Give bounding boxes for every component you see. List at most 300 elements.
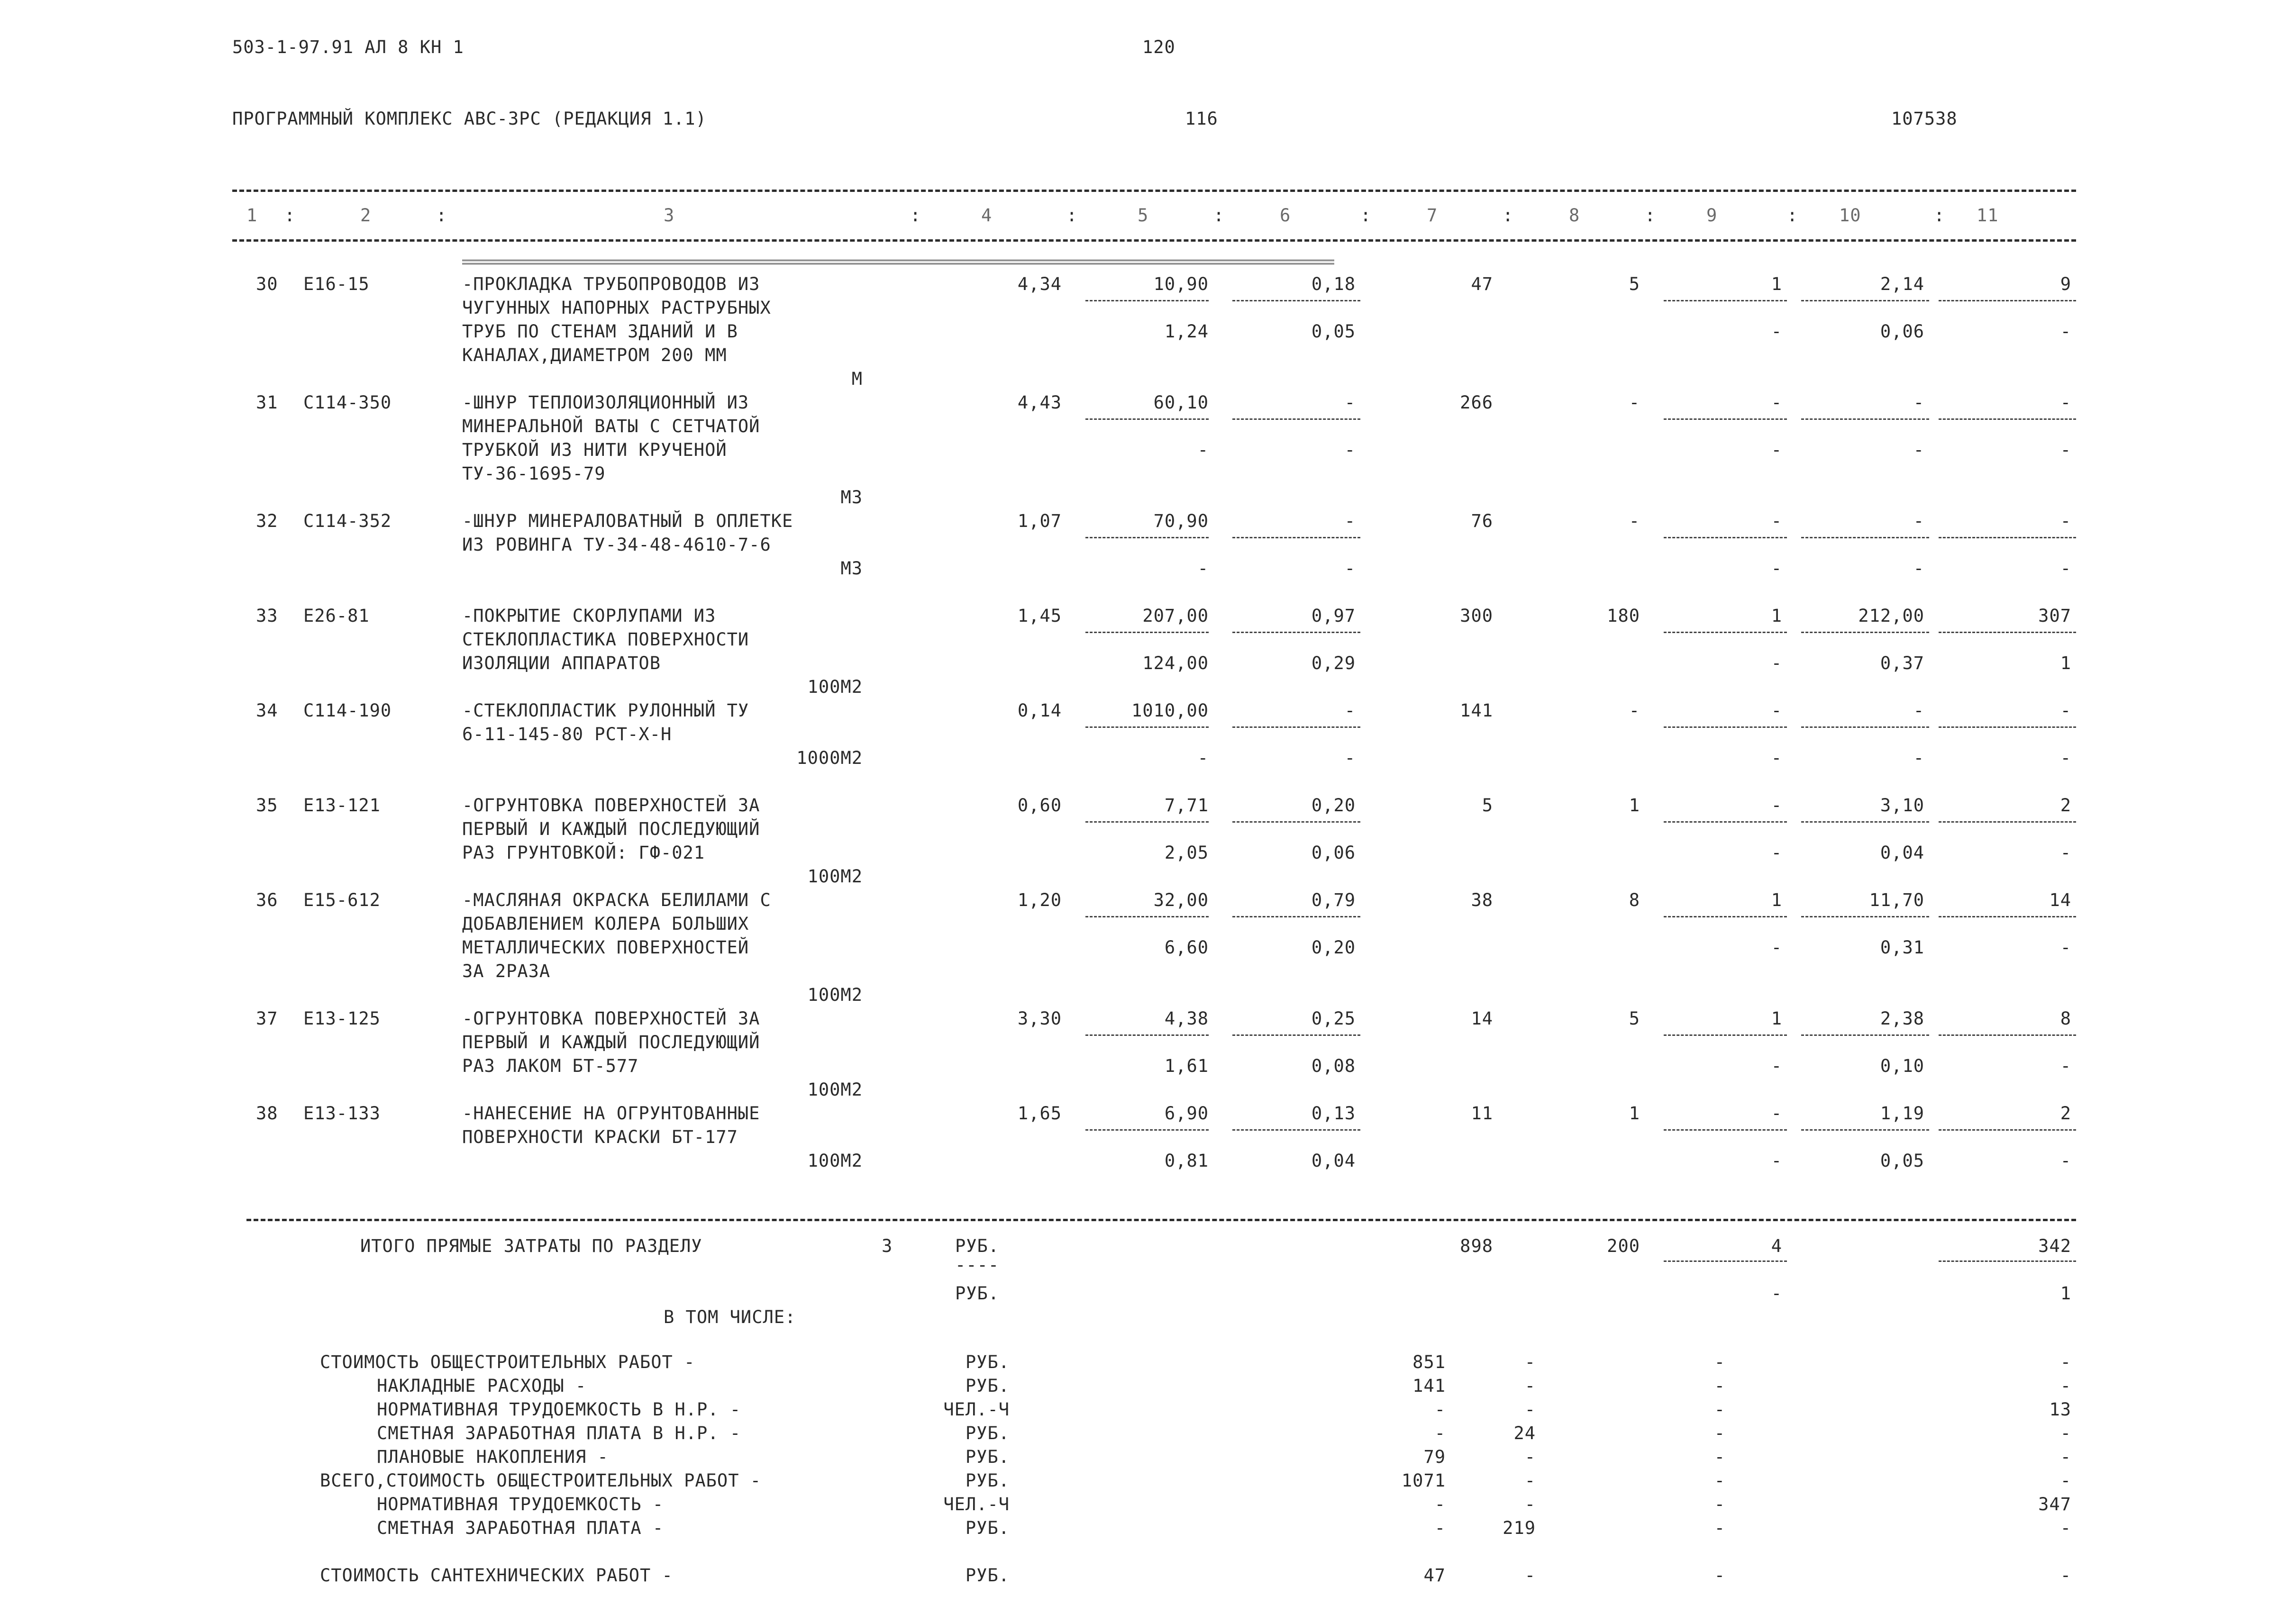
row-wage-in-mach: 0,08: [1311, 1056, 1356, 1076]
row-price-total: 4,38: [1164, 1008, 1209, 1029]
summary-wage: -: [1524, 1376, 1536, 1396]
summary-col9: -: [1714, 1376, 1725, 1396]
totals-section: 3: [882, 1236, 893, 1256]
cell-rule: [1085, 1129, 1209, 1131]
row-col9-sub: -: [1771, 321, 1782, 342]
totals-unit-2: РУБ.: [955, 1283, 1000, 1304]
row-description-line: ПЕРВЫЙ И КАЖДЫЙ ПОСЛЕДУЮЩИЙ: [462, 819, 760, 839]
row-cost-total: 38: [1471, 890, 1493, 910]
summary-wage: -: [1524, 1447, 1536, 1467]
row-col10-sub: 0,06: [1880, 321, 1924, 342]
row-price-total: 7,71: [1164, 795, 1209, 816]
summary-col11: -: [2060, 1423, 2071, 1443]
row-cost-total: 14: [1471, 1008, 1493, 1029]
summary-col9: -: [1714, 1518, 1725, 1538]
summary-wage: -: [1524, 1352, 1536, 1372]
column-header-10: 10: [1839, 205, 1861, 226]
row-col11-sub: -: [2060, 1151, 2071, 1171]
row-unit: 100М2: [807, 985, 863, 1005]
row-col11: 9: [2060, 274, 2071, 294]
row-description-line: -ШНУР ТЕПЛОИЗОЛЯЦИОННЫЙ ИЗ: [462, 392, 749, 413]
row-description-line: -МАСЛЯНАЯ ОКРАСКА БЕЛИЛАМИ С: [462, 890, 771, 910]
cell-rule: [1085, 300, 1209, 301]
row-price-mach: 0,97: [1311, 606, 1356, 626]
summary-label: НОРМАТИВНАЯ ТРУДОЕМКОСТЬ В Н.Р. -: [377, 1399, 741, 1420]
row-description-line: РАЗ ЛАКОМ БТ-577: [462, 1056, 639, 1076]
row-price-total: 6,90: [1164, 1103, 1209, 1124]
cell-rule: [1939, 537, 2076, 538]
summary-cost: -: [1434, 1423, 1446, 1443]
summary-col9: -: [1714, 1470, 1725, 1491]
row-description-line: РАЗ ГРУНТОВКОЙ: ГФ-021: [462, 843, 705, 863]
row-number: 34: [256, 700, 278, 721]
cell-rule: [1232, 537, 1360, 538]
row-unit: М3: [840, 558, 863, 579]
row-col11-sub: -: [2060, 440, 2071, 460]
cell-rule: [1085, 632, 1209, 633]
row-cost-wage: -: [1629, 700, 1640, 721]
column-header-4: 4: [981, 205, 993, 226]
row-unit: 100М2: [807, 1151, 863, 1171]
table-top-rule: [232, 190, 2076, 192]
summary-col11: -: [2060, 1447, 2071, 1467]
totals-rule: [1939, 1260, 2076, 1262]
row-col10: -: [1913, 392, 1924, 413]
cell-rule: [1939, 916, 2076, 917]
cell-rule: [1801, 418, 1929, 420]
row-number: 30: [256, 274, 278, 294]
row-col9: -: [1771, 1103, 1782, 1124]
summary-col11: -: [2060, 1376, 2071, 1396]
row-wage-in-mach: 0,05: [1311, 321, 1356, 342]
cell-rule: [1664, 300, 1787, 301]
row-col11: 14: [2049, 890, 2071, 910]
row-price-total: 70,90: [1153, 511, 1209, 531]
summary-col9: -: [1714, 1494, 1725, 1514]
row-wage-in-price: -: [1197, 748, 1209, 768]
row-price-mach: 0,18: [1311, 274, 1356, 294]
row-price-mach: -: [1344, 511, 1356, 531]
summary-wage: -: [1524, 1565, 1536, 1586]
summary-unit: РУБ.: [965, 1565, 1010, 1586]
row-col11-sub: -: [2060, 937, 2071, 958]
row-price-mach: 0,13: [1311, 1103, 1356, 1124]
row-description-line: 6-11-145-80 РСТ-Х-Н: [462, 724, 672, 744]
row-cost-wage: 1: [1629, 795, 1640, 816]
totals-col11: 342: [2038, 1236, 2071, 1256]
row-cost-wage: 8: [1629, 890, 1640, 910]
row-col9-sub: -: [1771, 653, 1782, 673]
row-col9: -: [1771, 392, 1782, 413]
column-header-8: 8: [1569, 205, 1580, 226]
row-quantity: 1,65: [1017, 1103, 1062, 1124]
row-code: С114-190: [303, 700, 392, 721]
summary-unit: РУБ.: [965, 1470, 1010, 1491]
row-number: 31: [256, 392, 278, 413]
summary-label: ПЛАНОВЫЕ НАКОПЛЕНИЯ -: [377, 1447, 609, 1467]
column-header-11: 11: [1977, 205, 1999, 226]
cell-rule: [1801, 1129, 1929, 1131]
row-col9-sub: -: [1771, 1151, 1782, 1171]
row-cost-wage: 5: [1629, 274, 1640, 294]
row-quantity: 4,43: [1017, 392, 1062, 413]
summary-cost: -: [1434, 1494, 1446, 1514]
cell-rule: [1085, 821, 1209, 823]
column-separator: :: [436, 205, 447, 226]
row-description-line: ДОБАВЛЕНИЕМ КОЛЕРА БОЛЬШИХ: [462, 914, 749, 934]
row-price-total: 1010,00: [1131, 700, 1209, 721]
column-separator: :: [284, 205, 296, 226]
row-code: Е15-612: [303, 890, 381, 910]
row-quantity: 4,34: [1017, 274, 1062, 294]
column-separator: :: [910, 205, 921, 226]
row-col11-sub: -: [2060, 558, 2071, 579]
column-header-5: 5: [1138, 205, 1149, 226]
row-wage-in-price: 1,61: [1164, 1056, 1209, 1076]
row-col9: 1: [1771, 1008, 1782, 1029]
row-col11-sub: -: [2060, 321, 2071, 342]
summary-col9: -: [1714, 1423, 1725, 1443]
row-col9-sub: -: [1771, 1056, 1782, 1076]
page-number: 116: [1185, 109, 1218, 129]
summary-col9: -: [1714, 1399, 1725, 1420]
row-col9: 1: [1771, 606, 1782, 626]
row-quantity: 1,45: [1017, 606, 1062, 626]
row-description-line: -ПРОКЛАДКА ТРУБОПРОВОДОВ ИЗ: [462, 274, 760, 294]
column-header-2: 2: [360, 205, 372, 226]
row-number: 33: [256, 606, 278, 626]
summary-col9: -: [1714, 1565, 1725, 1586]
summary-cost: 1071: [1401, 1470, 1446, 1491]
row-col11: -: [2060, 392, 2071, 413]
row-cost-wage: 5: [1629, 1008, 1640, 1029]
row-col10-sub: -: [1913, 440, 1924, 460]
totals-wage: 200: [1607, 1236, 1640, 1256]
row-col11: 2: [2060, 795, 2071, 816]
row-wage-in-mach: 0,04: [1311, 1151, 1356, 1171]
totals-unit: РУБ.: [955, 1236, 1000, 1256]
row-col9: -: [1771, 795, 1782, 816]
summary-unit: РУБ.: [965, 1518, 1010, 1538]
row-wage-in-mach: 0,06: [1311, 843, 1356, 863]
row-col11-sub: -: [2060, 1056, 2071, 1076]
summary-label: СМЕТНАЯ ЗАРАБОТНАЯ ПЛАТА -: [377, 1518, 664, 1538]
row-description-line: ТУ-36-1695-79: [462, 463, 606, 484]
totals-including: В ТОМ ЧИСЛЕ:: [664, 1307, 796, 1327]
row-col10: 2,38: [1880, 1008, 1924, 1029]
cell-rule: [1801, 632, 1929, 633]
row-code: Е16-15: [303, 274, 370, 294]
row-price-total: 60,10: [1153, 392, 1209, 413]
row-col11: 307: [2038, 606, 2071, 626]
row-wage-in-price: 1,24: [1164, 321, 1209, 342]
row-cost-total: 76: [1471, 511, 1493, 531]
column-header-rule: [232, 239, 2076, 242]
row-wage-in-price: 124,00: [1142, 653, 1209, 673]
row-code: Е13-133: [303, 1103, 381, 1124]
row-col11: 2: [2060, 1103, 2071, 1124]
column-separator: :: [1213, 205, 1225, 226]
row-price-mach: -: [1344, 392, 1356, 413]
cell-rule: [1664, 418, 1787, 420]
row-col11-sub: -: [2060, 748, 2071, 768]
row-number: 37: [256, 1008, 278, 1029]
row-unit: 100М2: [807, 866, 863, 887]
cell-rule: [1232, 300, 1360, 301]
row-code: Е13-125: [303, 1008, 381, 1029]
column-header-3: 3: [664, 205, 675, 226]
row-unit: 1000М2: [796, 748, 863, 768]
summary-col11: 347: [2038, 1494, 2071, 1514]
cell-rule: [1939, 418, 2076, 420]
document-number: 107538: [1891, 109, 1958, 129]
row-cost-wage: -: [1629, 511, 1640, 531]
summary-label: ВСЕГО,СТОИМОСТЬ ОБЩЕСТРОИТЕЛЬНЫХ РАБОТ -: [320, 1470, 762, 1491]
row-description-line: -ШНУР МИНЕРАЛОВАТНЫЙ В ОПЛЕТКЕ: [462, 511, 793, 531]
row-col10: 212,00: [1858, 606, 1924, 626]
row-cost-total: 141: [1460, 700, 1493, 721]
row-wage-in-mach: -: [1344, 558, 1356, 579]
summary-wage: -: [1524, 1494, 1536, 1514]
row-price-total: 10,90: [1153, 274, 1209, 294]
summary-col11: -: [2060, 1470, 2071, 1491]
row-col10: 11,70: [1869, 890, 1924, 910]
cell-rule: [1801, 537, 1929, 538]
summary-unit: РУБ.: [965, 1423, 1010, 1443]
row-col10-sub: 0,31: [1880, 937, 1924, 958]
cell-rule: [1939, 300, 2076, 301]
row-description-line: -ОГРУНТОВКА ПОВЕРХНОСТЕЙ ЗА: [462, 795, 760, 816]
row-price-mach: 0,79: [1311, 890, 1356, 910]
row-code: Е26-81: [303, 606, 370, 626]
row-col10-sub: 0,10: [1880, 1056, 1924, 1076]
row-wage-in-mach: -: [1344, 440, 1356, 460]
summary-cost: 47: [1423, 1565, 1446, 1586]
column-header-9: 9: [1706, 205, 1718, 226]
row-code: С114-350: [303, 392, 392, 413]
totals-col11-sub: 1: [2060, 1283, 2071, 1304]
totals-rule: [1664, 1260, 1787, 1262]
summary-col11: -: [2060, 1352, 2071, 1372]
row-code: С114-352: [303, 511, 392, 531]
row-col10-sub: 0,05: [1880, 1151, 1924, 1171]
row-col10-sub: -: [1913, 558, 1924, 579]
row-col9: 1: [1771, 890, 1782, 910]
row-wage-in-price: 6,60: [1164, 937, 1209, 958]
row-col11: -: [2060, 700, 2071, 721]
totals-col9-sub: -: [1771, 1283, 1782, 1304]
summary-label: НАКЛАДНЫЕ РАСХОДЫ -: [377, 1376, 587, 1396]
summary-unit: РУБ.: [965, 1376, 1010, 1396]
totals-top-rule: [246, 1219, 2076, 1221]
row-number: 35: [256, 795, 278, 816]
cell-rule: [1085, 726, 1209, 728]
row-number: 38: [256, 1103, 278, 1124]
row-col9: -: [1771, 511, 1782, 531]
row-col9: -: [1771, 700, 1782, 721]
page-top-number: 120: [1142, 37, 1175, 57]
summary-cost: 141: [1412, 1376, 1446, 1396]
cell-rule: [1085, 537, 1209, 538]
row-unit: 100М2: [807, 677, 863, 697]
summary-col9: -: [1714, 1352, 1725, 1372]
row-description-line: ПОВЕРХНОСТИ КРАСКИ БТ-177: [462, 1127, 738, 1147]
row-description-line: ЧУГУННЫХ НАПОРНЫХ РАСТРУБНЫХ: [462, 298, 771, 318]
row-col10: -: [1913, 700, 1924, 721]
row-col10-sub: 0,04: [1880, 843, 1924, 863]
cell-rule: [1085, 418, 1209, 420]
row-col11: 8: [2060, 1008, 2071, 1029]
summary-label: СТОИМОСТЬ ОБЩЕСТРОИТЕЛЬНЫХ РАБОТ -: [320, 1352, 695, 1372]
summary-cost: -: [1434, 1518, 1446, 1538]
row-unit: М: [851, 369, 863, 389]
cell-rule: [1085, 1034, 1209, 1036]
cell-rule: [1939, 1129, 2076, 1131]
cell-rule: [1232, 1129, 1360, 1131]
totals-cost: 898: [1460, 1236, 1493, 1256]
row-price-total: 32,00: [1153, 890, 1209, 910]
column-separator: :: [1066, 205, 1078, 226]
totals-col9: 4: [1771, 1236, 1782, 1256]
document-code: 503-1-97.91 АЛ 8 КН 1: [232, 37, 464, 57]
row-cost-total: 47: [1471, 274, 1493, 294]
cell-rule: [1939, 632, 2076, 633]
summary-cost: -: [1434, 1399, 1446, 1420]
cell-rule: [1939, 726, 2076, 728]
row-col9-sub: -: [1771, 937, 1782, 958]
row-description-line: -ПОКРЫТИЕ СКОРЛУПАМИ ИЗ: [462, 606, 716, 626]
column-separator: :: [1787, 205, 1798, 226]
cell-rule: [1232, 821, 1360, 823]
row-col11: -: [2060, 511, 2071, 531]
row-quantity: 0,60: [1017, 795, 1062, 816]
row-cost-total: 11: [1471, 1103, 1493, 1124]
row-quantity: 3,30: [1017, 1008, 1062, 1029]
cell-rule: [1664, 1034, 1787, 1036]
cell-rule: [1801, 726, 1929, 728]
row-wage-in-mach: -: [1344, 748, 1356, 768]
section-divider: [462, 260, 1334, 264]
row-description-line: МИНЕРАЛЬНОЙ ВАТЫ С СЕТЧАТОЙ: [462, 416, 760, 436]
cell-rule: [1939, 1034, 2076, 1036]
row-wage-in-price: 0,81: [1164, 1151, 1209, 1171]
summary-wage: 24: [1513, 1423, 1536, 1443]
summary-wage: 219: [1503, 1518, 1536, 1538]
row-cost-total: 5: [1482, 795, 1493, 816]
column-header-7: 7: [1427, 205, 1438, 226]
column-separator: :: [1934, 205, 1945, 226]
cell-rule: [1939, 821, 2076, 823]
cell-rule: [1664, 632, 1787, 633]
column-separator: :: [1503, 205, 1514, 226]
row-col11-sub: -: [2060, 843, 2071, 863]
cell-rule: [1801, 821, 1929, 823]
row-cost-wage: 1: [1629, 1103, 1640, 1124]
summary-wage: -: [1524, 1399, 1536, 1420]
row-description-line: ЗА 2РАЗА: [462, 961, 551, 981]
row-col10: 3,10: [1880, 795, 1924, 816]
cell-rule: [1801, 300, 1929, 301]
row-price-mach: 0,25: [1311, 1008, 1356, 1029]
row-col10-sub: -: [1913, 748, 1924, 768]
row-col9-sub: -: [1771, 440, 1782, 460]
row-description-line: ТРУБКОЙ ИЗ НИТИ КРУЧЕНОЙ: [462, 440, 727, 460]
row-wage-in-mach: 0,29: [1311, 653, 1356, 673]
summary-cost: 79: [1423, 1447, 1446, 1467]
row-description-line: -СТЕКЛОПЛАСТИК РУЛОННЫЙ ТУ: [462, 700, 749, 721]
cell-rule: [1664, 821, 1787, 823]
cell-rule: [1232, 1034, 1360, 1036]
row-col9-sub: -: [1771, 843, 1782, 863]
row-col10: 1,19: [1880, 1103, 1924, 1124]
cell-rule: [1232, 726, 1360, 728]
row-quantity: 1,20: [1017, 890, 1062, 910]
row-description-line: МЕТАЛЛИЧЕСКИХ ПОВЕРХНОСТЕЙ: [462, 937, 749, 958]
row-wage-in-price: 2,05: [1164, 843, 1209, 863]
cell-rule: [1801, 916, 1929, 917]
row-number: 36: [256, 890, 278, 910]
summary-col11: -: [2060, 1565, 2071, 1586]
row-col9-sub: -: [1771, 748, 1782, 768]
row-wage-in-price: -: [1197, 558, 1209, 579]
summary-label: СТОИМОСТЬ САНТЕХНИЧЕСКИХ РАБОТ -: [320, 1565, 673, 1586]
summary-unit: РУБ.: [965, 1447, 1010, 1467]
row-col9-sub: -: [1771, 558, 1782, 579]
row-description-line: СТЕКЛОПЛАСТИКА ПОВЕРХНОСТИ: [462, 629, 749, 650]
cell-rule: [1232, 418, 1360, 420]
row-description-line: ТРУБ ПО СТЕНАМ ЗДАНИЙ И В: [462, 321, 738, 342]
totals-unit-rule: ----: [955, 1255, 1000, 1275]
cell-rule: [1232, 916, 1360, 917]
row-col10: -: [1913, 511, 1924, 531]
cell-rule: [1664, 1129, 1787, 1131]
row-wage-in-price: -: [1197, 440, 1209, 460]
row-code: Е13-121: [303, 795, 381, 816]
row-cost-wage: -: [1629, 392, 1640, 413]
row-quantity: 1,07: [1017, 511, 1062, 531]
row-col11-sub: 1: [2060, 653, 2071, 673]
row-description-line: -НАНЕСЕНИЕ НА ОГРУНТОВАННЫЕ: [462, 1103, 760, 1124]
summary-unit: ЧЕЛ.-Ч: [943, 1494, 1010, 1514]
row-description-line: ПЕРВЫЙ И КАЖДЫЙ ПОСЛЕДУЮЩИЙ: [462, 1032, 760, 1052]
row-unit: 100М2: [807, 1079, 863, 1100]
column-header-6: 6: [1280, 205, 1291, 226]
cell-rule: [1085, 916, 1209, 917]
summary-col11: -: [2060, 1518, 2071, 1538]
row-quantity: 0,14: [1017, 700, 1062, 721]
column-header-1: 1: [246, 205, 258, 226]
summary-unit: ЧЕЛ.-Ч: [943, 1399, 1010, 1420]
row-description-line: ИЗОЛЯЦИИ АППАРАТОВ: [462, 653, 661, 673]
row-price-mach: 0,20: [1311, 795, 1356, 816]
summary-label: НОРМАТИВНАЯ ТРУДОЕМКОСТЬ -: [377, 1494, 664, 1514]
summary-cost: 851: [1412, 1352, 1446, 1372]
row-col9: 1: [1771, 274, 1782, 294]
row-description-line: -ОГРУНТОВКА ПОВЕРХНОСТЕЙ ЗА: [462, 1008, 760, 1029]
row-price-mach: -: [1344, 700, 1356, 721]
row-wage-in-mach: 0,20: [1311, 937, 1356, 958]
summary-label: СМЕТНАЯ ЗАРАБОТНАЯ ПЛАТА В Н.Р. -: [377, 1423, 741, 1443]
row-col10: 2,14: [1880, 274, 1924, 294]
row-unit: М3: [840, 487, 863, 508]
cell-rule: [1664, 726, 1787, 728]
row-description-line: ИЗ РОВИНГА ТУ-34-48-4610-7-6: [462, 535, 771, 555]
summary-wage: -: [1524, 1470, 1536, 1491]
cell-rule: [1232, 632, 1360, 633]
row-cost-total: 266: [1460, 392, 1493, 413]
summary-unit: РУБ.: [965, 1352, 1010, 1372]
row-cost-wage: 180: [1607, 606, 1640, 626]
